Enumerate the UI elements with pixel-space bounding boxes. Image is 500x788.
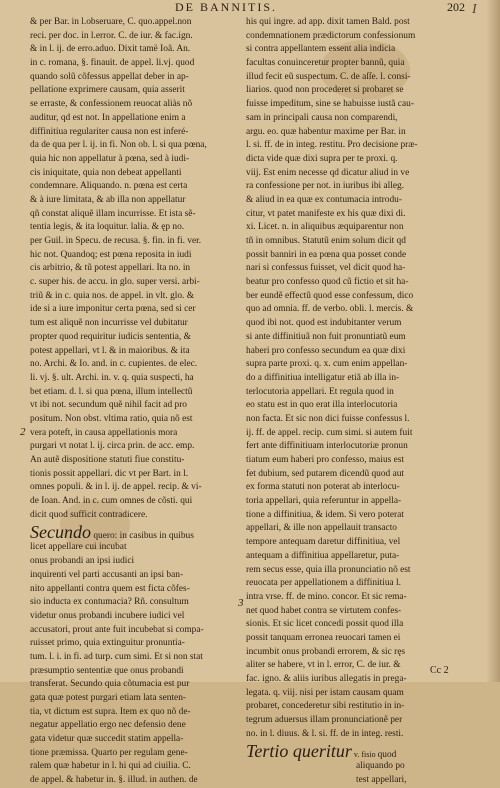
text-line: auditur, qd est not. In appellatione enim a (30, 112, 186, 123)
text-line: fac. igno. & aliis iuribus allegatis in prega- (246, 674, 407, 684)
text-line: quo ad omnia. ff. de verbo. obli. l. mercis. & (246, 304, 414, 315)
text-line: tionis possit appellari. dic vt per Bart. in l. (30, 468, 189, 479)
text-line: tiatum eum haberi pro confesso, maius est (246, 455, 405, 465)
text-line: facultas conuinceretur propter bannũ, quia (246, 58, 405, 69)
text-line: condemnationem prædictorum confessionum (246, 30, 416, 41)
text-line: videtur onus probandi incubere iudici vel (30, 610, 185, 621)
text-line: inquirenti vel parti accusanti an ipsi ban- (30, 569, 184, 580)
text-line: li. vj. §. ult. Archi. in. v. q. quia suspecti, ha (30, 372, 194, 383)
text-line: his qui ingre. ad app. dixit tamen Bald. post (246, 17, 410, 27)
text-line: fet dubium, sed putarem dicendũ quod aut (246, 468, 405, 479)
tertio-initial-words: Tertio queritur (246, 741, 352, 762)
text-line: do a diffinitiua intelligatur etiã ab illa in- (246, 372, 400, 383)
text-line: potest appellari, vt l. & in maioribus. & ita (30, 345, 190, 356)
text-line: illud fecit eũ suspectum. C. de aſſe. l. consi- (246, 71, 411, 82)
text-line: & à iure limitata, & ab illa non appellatur (30, 194, 186, 205)
text-line: cis arbitrio, & tũ potest appellari. Ita no. in (30, 263, 191, 274)
text-line: si ante diffinitiuã non fuit pronuntiatũ eum (246, 331, 406, 342)
text-line: antequam a diffinitiua appellaretur, puta- (246, 550, 400, 561)
text-line: xi. Licet. n. in aliquibus æquiparentur non (246, 222, 404, 233)
text-line: da de qua per l. ij. in fi. Non ob. l. si qua pœna, (30, 140, 207, 151)
text-line: cis iniquitate, quia non debeat appellanti (30, 167, 182, 178)
text-line: purgari vt notat l. ij. circa prin. de acc. emp. (30, 441, 195, 452)
text-line: aliquando po (356, 761, 405, 772)
text-line: ber eundẽ effectũ quod esse confessum, dico (246, 290, 414, 301)
left-column (30, 16, 245, 788)
text-line: præsumptio sententiæ que onus probandi (30, 665, 184, 676)
text-line: possit banniri in ea pœna qua posset conde (246, 249, 407, 260)
text-line: l. si. ff. de in integ. restitu. Pro decisione præ- (246, 140, 418, 151)
text-line: propter quod requiritur iudicis sententia, & (30, 331, 191, 342)
margin-marker-2: 2 (20, 426, 26, 438)
text-line: omnes populi. & in l. ij. de appel. recip. & vi- (30, 482, 202, 493)
secundo-initial-word: Secundo (30, 522, 91, 543)
text-line: beatur pro confesso quod cũ fictio et sit ha- (246, 277, 409, 288)
text-line: de Ioan. And. in c. cum omnes de cõsti. qui (30, 496, 193, 507)
page-header (0, 0, 500, 17)
secundo-heading-line (30, 524, 245, 541)
text-line: tione præmissa. Quarto per regulam gene- (30, 747, 188, 758)
text-line: possit tanquam erronea reuocari tamen ei (246, 632, 401, 643)
text-line: accusatori, prout ante fuit incubebat si compa- (30, 624, 204, 635)
text-line: liarios. quod non procederet si probaret se (246, 85, 404, 96)
text-line: ralem quæ habetur in l. hi qui ad ciuilia. C. (30, 761, 191, 772)
secundo-heading-rest: quero: in casibus in quibus (90, 531, 194, 542)
margin-marker-3: 3 (238, 597, 244, 609)
text-line: tum est aliquẽ non incurrisse vel dubitatur (30, 318, 188, 329)
text-line: negatur appellatio ergo nec defensio dene (30, 720, 186, 731)
text-line: ex forma statuti non poterat ab interlocu- (246, 482, 400, 493)
text-line: viij. Est enim necesse qd dicatur aliud in ve (246, 167, 410, 178)
text-line: in c. romana, §. finauit. de appel. li.vj. quod (30, 58, 195, 69)
text-line: fuisse impeditum, sine se habuisse iustã cau- (246, 99, 414, 110)
running-title: DE BANNITIS. (175, 0, 277, 14)
text-line: diffinitiua regulariter causa non est inferé- (30, 126, 189, 137)
text-line: reci. per doc. in l.error. C. de iur. & fac.ign. (30, 30, 193, 41)
text-line: tegrum aduersus illam pronunciationẽ per (246, 715, 403, 726)
text-line: si contra appellantem essent alia indicia (246, 44, 396, 55)
text-line: licet appellare cui incubat (30, 542, 127, 553)
text-line: quod ibi not. quod est indubitanter verum (246, 318, 402, 329)
text-line: An autẽ dispositione statuti fiue constitu- (30, 455, 185, 465)
text-line: dicta vide quæ dixi supra per te proxi. q. (246, 153, 398, 164)
text-line: tum. l. i. in fi. ad turp. cum simi. Et si non stat (30, 651, 203, 662)
text-line: sionis. Et sic licet concedi possit quod illa (246, 619, 404, 630)
text-line: ra confessione per not. in iuribus ibi alleg. (246, 181, 405, 192)
text-line: tia, vt dictum est supra. Item ex quo nõ de- (30, 706, 191, 717)
text-line: & aliud in ea quæ ex contumacia introdu- (246, 194, 402, 205)
text-line: citur, vt patet manifeste ex his quæ dixi di. (246, 208, 406, 219)
text-line: tione a diffinitiua, & idem. Si vero poterat (246, 509, 404, 520)
text-line: test appellari, (356, 775, 407, 786)
handwritten-mark: I (472, 2, 477, 17)
text-line: intra vrse. ff. de mino. concor. Et sic rema- (246, 591, 407, 602)
text-line: qñ constat aliquẽ illam incurrisse. Et ista sẽ- (30, 208, 196, 219)
signature-mark: Cc 2 (430, 665, 449, 676)
text-line: transferat. Secundo quia cõtumacia est pur (30, 679, 190, 690)
text-line: sio inducta ex contumacia? Rñ. consultum (30, 597, 189, 608)
text-line: quia hic non appellatur à pœna, sed à iudi- (30, 153, 190, 164)
text-line: supra parte proxi. q. x. cum enim appellan- (246, 359, 408, 370)
text-line: vera poteft, in causa appellationis mora (30, 427, 178, 438)
text-line: de appel. & habetur in. §. illud. in authen. de (30, 775, 198, 786)
text-line: rem secus esse, quia illa pronunciatio nõ est (246, 564, 411, 575)
text-line: condemnare. Aliquando. n. pœna est certa (30, 181, 188, 192)
folio-number: 202 (447, 0, 465, 14)
text-line: gata videtur quæ succedit statim appella- (30, 734, 184, 745)
text-line: fert ante diffinitiuam interlocutoriæ pronun (246, 441, 408, 452)
text-line: appellari, & ille non appellauit transacto (246, 523, 397, 534)
text-line: tentia legis, & ita loquitur. lalia. & ęp no. (30, 222, 185, 233)
text-line: & per Bar. in l.obseruare, C. quo.appel.non (30, 17, 192, 27)
text-line: vt ibi not. secundum quẽ nihil facit ad pro (30, 400, 187, 411)
text-line: toria appellari, quia referuntur in appella- (246, 496, 402, 507)
text-line: tñ in omnibus. Statutũ enim solum dicit qd (246, 236, 406, 246)
text-line: argu. eo. quæ habentur maxime per Bar. in (246, 126, 406, 137)
text-line: per Guil. in Specu. de recusa. §. fin. in fi. ver. (30, 236, 202, 246)
text-line: no. Archi. & Io. and. in c. cupientes. de elec. (30, 359, 198, 370)
text-line: tempore antequam daretur diffinitiua, vel (246, 537, 401, 548)
text-line: net quod habet contra se virtutem confes- (246, 605, 402, 616)
tertio-marginal-note: v. fisio (351, 750, 378, 760)
text-line: quando solũ cõfessus appellat deber in ap- (30, 71, 189, 82)
text-line: no. in l. diuus. & l. si. ff. de in integ. resti. (246, 728, 404, 739)
text-line: eo statu est in quo erat illa interlocutoria (246, 400, 398, 411)
text-line: reuocata per appellationem a diffinitiua l. (246, 578, 401, 589)
text-line: probaret, concederetur sibi restitutio in in- (246, 701, 405, 712)
text-line: hic not. Quandoq; est pœna reposita in iudi (30, 249, 192, 260)
page-edge-shadow (486, 0, 500, 682)
text-line: dicit quod sufficit contradicere. (30, 509, 148, 520)
text-line: nito appellanti contra quem est ficta cõfes- (30, 583, 190, 594)
tertio-heading-line (246, 743, 486, 760)
text-line: positum. Non obst. vltima ratio, quia nõ est (30, 413, 193, 424)
right-column (246, 16, 486, 788)
text-line: se erraste, & confessionem reuocat aliàs nõ (30, 99, 193, 110)
text-line: non facta. Et sic non dici fuisse confessus l. (246, 413, 410, 424)
text-line: ide si a iure imponitur certa pœna, sed si cer (30, 304, 196, 315)
text-line: ruisset primo, quia extinguitur pronuntia- (30, 638, 185, 649)
text-line: sam in principali causa non comparendi, (246, 112, 398, 123)
tertio-heading-rest: quod (377, 750, 397, 761)
text-line: triũ & in c. quia nos. de appel. in vlt. glo. & (30, 290, 195, 301)
text-line: ij. ff. de appel. recip. cum simi. si autem fuit (246, 427, 413, 438)
text-line: onus probandi an ipsi iudici (30, 556, 135, 567)
text-line: & in l. ij. de erro.aduo. Dixit tamë Ioã. An. (30, 44, 191, 55)
text-line: gata quæ potest purgari etiam lata senten- (30, 693, 187, 703)
text-line: nari si confessus fuisset, vel dicit quod ha- (246, 263, 406, 274)
text-line: haberi pro confesso secundum ea quæ dixi (246, 345, 406, 356)
text-line: c. super his. de accu. in glo. super versi. arbi- (30, 277, 200, 288)
text-line: incumbit onus probandi errorem, & sic ręs (246, 646, 406, 657)
text-line: pellatione exprimere causam, quia asserit (30, 85, 185, 96)
text-line: aliter se habere, vt in l. error, C. de iur. & (246, 660, 401, 671)
text-line: bet etiam. d. l. si qua pœna, illum intellectũ (30, 386, 193, 397)
text-line: legata. q. viij. nisi per istam causam quam (246, 687, 404, 698)
text-line: terlocutoria appellari. Et regula quod in (246, 386, 394, 397)
